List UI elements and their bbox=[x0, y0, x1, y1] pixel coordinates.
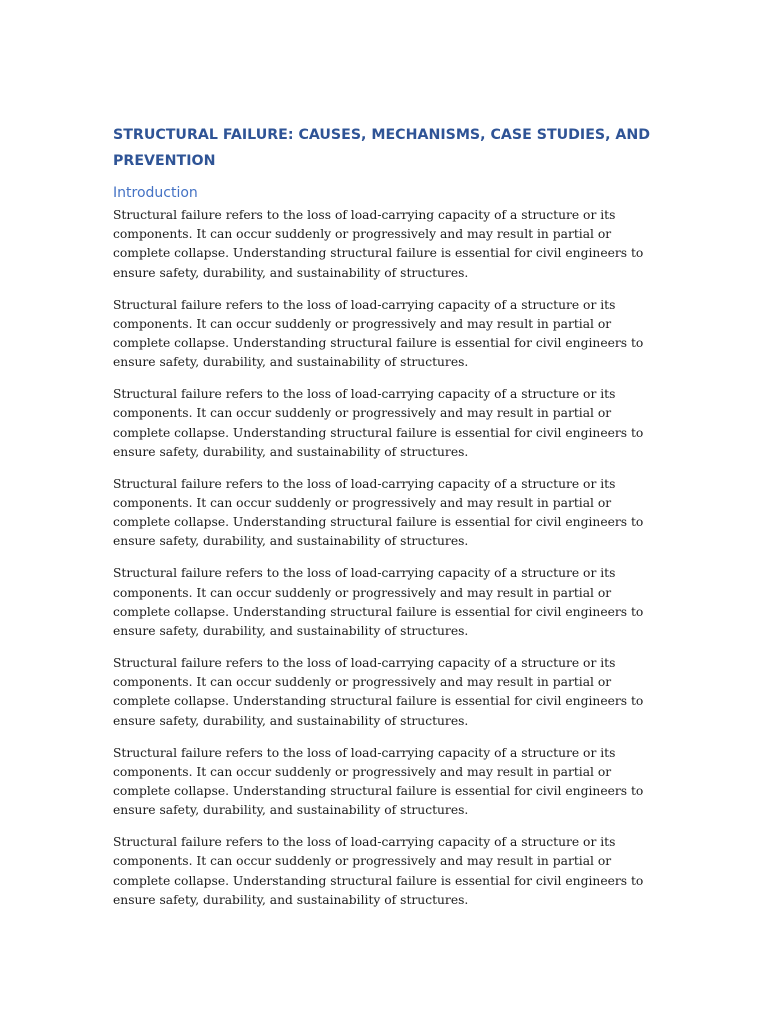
body-paragraph: Structural failure refers to the loss of load-carrying capacity of a structure or its components. It can occur suddenly or progressively and may result in partial or complete collapse. Understanding structural failure is essential for civil engineers to ensure safety, durability, and sustainability of structures. bbox=[113, 208, 644, 280]
body-paragraph: Structural failure refers to the loss of load-carrying capacity of a structure or its components. It can occur suddenly or progressively and may result in partial or complete collapse. Understanding structural failure is essential for civil engineers to ensure safety, durability, and sustainability of structures. bbox=[113, 297, 644, 370]
document-page bbox=[113, 122, 653, 923]
document-title: STRUCTURAL FAILURE: CAUSES, MECHANISMS, CASE STUDIES, AND PREVENTION bbox=[113, 127, 651, 169]
body-paragraph: Structural failure refers to the loss of load-carrying capacity of a structure or its components. It can occur suddenly or progressively and may result in partial or complete collapse. Understanding structural failure is essential for civil engineers to ensure safety, durability, and sustainability of structures. bbox=[113, 566, 644, 639]
body-paragraph: Structural failure refers to the loss of load-carrying capacity of a structure or its components. It can occur suddenly or progressively and may result in partial or complete collapse. Understanding structural failure is essential for civil engineers to ensure safety, durability, and sustainability of structures. bbox=[113, 387, 644, 459]
body-paragraph: Structural failure refers to the loss of load-carrying capacity of a structure or its components. It can occur suddenly or progressively and may result in partial or complete collapse. Understanding structural failure is essential for civil engineers to ensure safety, durability, and sustainability of structures. bbox=[113, 745, 644, 818]
section-introduction bbox=[113, 184, 653, 910]
body-paragraph: Structural failure refers to the loss of load-carrying capacity of a structure or its components. It can occur suddenly or progressively and may result in partial or complete collapse. Understanding structural failure is essential for civil engineers to ensure safety, durability, and sustainability of structures. bbox=[113, 476, 644, 549]
body-paragraph: Structural failure refers to the loss of load-carrying capacity of a structure or its components. It can occur suddenly or progressively and may result in partial or complete collapse. Understanding structural failure is essential for civil engineers to ensure safety, durability, and sustainability of structures. bbox=[113, 835, 644, 907]
body-paragraph: Structural failure refers to the loss of load-carrying capacity of a structure or its components. It can occur suddenly or progressively and may result in partial or complete collapse. Understanding structural failure is essential for civil engineers to ensure safety, durability, and sustainability of structures. bbox=[113, 656, 644, 728]
section-heading-introduction: Introduction bbox=[113, 185, 198, 201]
